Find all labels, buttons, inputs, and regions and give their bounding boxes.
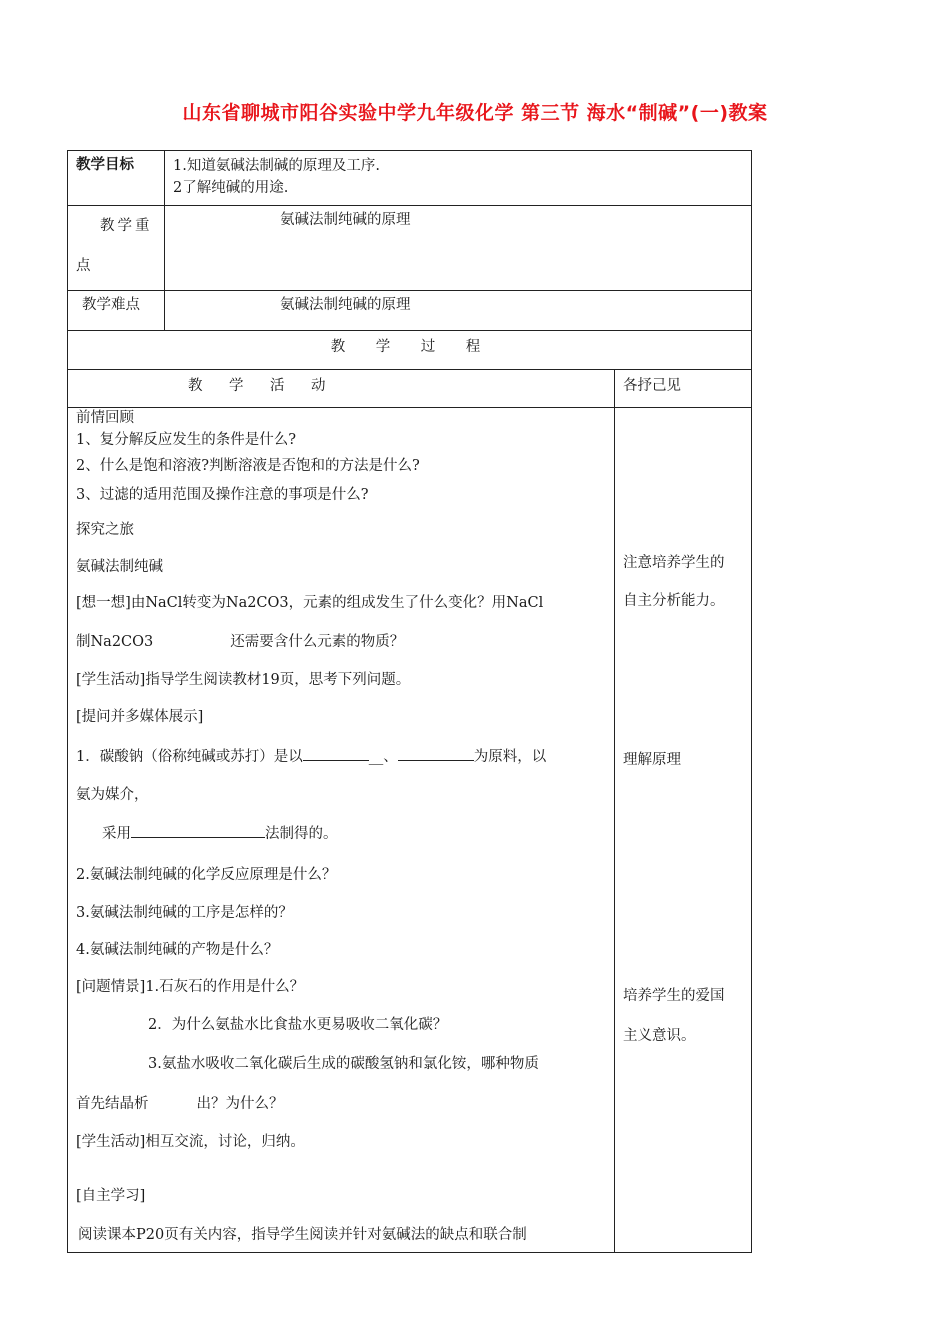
fill-line-1 [76, 736, 606, 778]
note-3-line-1: 培养学生的爱国 [623, 988, 725, 1004]
note-1-line-1: 注意培养学生的 [623, 555, 725, 571]
process-header: 教 学 过 程 [330, 339, 489, 355]
blank-material-2[interactable] [398, 744, 474, 761]
document-title: 山东省聊城市阳谷实验中学九年级化学 第三节 海水“制碱”(一)教案 [182, 102, 768, 124]
objectives-value-cell [165, 151, 752, 206]
process-header-row [68, 331, 752, 370]
review-title: 前情回顾 [76, 410, 134, 426]
focus-label-line-1: 教学重 [100, 218, 153, 234]
focus-row [68, 206, 752, 291]
note-2: 理解原理 [623, 752, 681, 768]
fill-line-2b: 法制得的。 [265, 826, 338, 842]
student-activity-2: [学生活动]相互交流，讨论，归纳。 [76, 1134, 305, 1150]
scene-question-3: 3.氨盐水吸收二氧化碳后生成的碳酸氢钠和氯化铵，哪种物质 [148, 1056, 539, 1072]
difficulty-label-cell [68, 291, 165, 331]
self-study-title: [自主学习] [76, 1188, 146, 1204]
focus-label-cell [68, 206, 165, 291]
fill-line-1b: 为原料，以 [473, 749, 547, 765]
media-prompt: [提问并多媒体展示] [76, 709, 204, 725]
note-1-line-2: 自主分析能力。 [623, 593, 725, 609]
objectives-label-cell [68, 151, 165, 206]
review-question-1: 1、复分解反应发生的条件是什么? [76, 432, 296, 448]
explore-title: 探究之旅 [76, 522, 134, 538]
objectives-label: 教学目标 [76, 156, 134, 173]
fill-line-1a: 1．碳酸钠（俗称纯碱或苏打）是以 [76, 749, 303, 765]
scene-question-2: 2．为什么氨盐水比食盐水更易吸收二氧化碳？ [148, 1017, 448, 1033]
scene-question-4a: 首先结晶析 [76, 1096, 149, 1112]
review-question-2: 2、什么是饱和溶液?判断溶液是否饱和的方法是什么? [76, 458, 420, 474]
activity-header-row [68, 370, 752, 408]
question-process: 3.氨碱法制纯碱的工序是怎样的？ [76, 905, 293, 921]
think-line-2b: 还需要含什么元素的物质？ [230, 634, 405, 650]
scene-question-1: [问题情景]1.石灰石的作用是什么？ [76, 979, 305, 995]
review-question-3: 3、过滤的适用范围及操作注意的事项是什么? [76, 487, 369, 503]
question-product: 4.氨碱法制纯碱的产物是什么？ [76, 942, 279, 958]
focus-value-cell [165, 206, 752, 291]
fill-line-2 [76, 812, 606, 856]
lesson-plan-table [67, 150, 752, 1253]
topic-title: 氨碱法制纯碱 [76, 559, 163, 575]
difficulty-value: 氨碱法制纯碱的原理 [280, 297, 411, 313]
fill-line-1c: 氨为媒介， [76, 787, 149, 803]
difficulty-value-cell [165, 291, 752, 331]
notes-cell [615, 408, 752, 1253]
scene-question-4b: 出？为什么？ [196, 1096, 284, 1112]
fill-line-2a: 采用 [102, 826, 131, 842]
notes-header: 各抒己见 [623, 378, 681, 394]
think-line-1: [想一想]由NaCl转变为Na2CO3，元素的组成发生了什么变化？用NaCl [76, 595, 544, 611]
activity-header: 教 学 活 动 [188, 378, 332, 394]
activity-cell [68, 408, 615, 1253]
reading-instruction: 阅读课本P20页有关内容，指导学生阅读并针对氨碱法的缺点和联合制 [78, 1227, 527, 1243]
objective-line-1: 1.知道氨碱法制碱的原理及工序. [173, 158, 380, 174]
fill-line-1-separator: __、 [368, 749, 398, 765]
student-activity-1: [学生活动]指导学生阅读教材19页，思考下列问题。 [76, 672, 411, 688]
scene-question-4 [76, 1084, 606, 1124]
objectives-row [68, 151, 752, 206]
difficulty-label: 教学难点 [82, 297, 140, 313]
focus-value: 氨碱法制纯碱的原理 [280, 212, 411, 228]
blank-method[interactable] [131, 821, 265, 838]
focus-label-line-2: 点 [76, 258, 91, 274]
notes-header-cell [615, 370, 752, 408]
blank-material-1[interactable] [303, 744, 369, 761]
activity-header-cell [68, 370, 615, 408]
question-principle: 2.氨碱法制纯碱的化学反应原理是什么？ [76, 867, 337, 883]
think-line-2 [76, 622, 606, 662]
think-line-2a: 制Na2CO3 [76, 634, 154, 650]
process-header-cell [68, 331, 752, 370]
activity-row [68, 408, 752, 1253]
difficulty-row [68, 291, 752, 331]
note-3-line-2: 主义意识。 [623, 1028, 696, 1044]
objective-line-2: 2了解纯碱的用途. [173, 180, 289, 196]
